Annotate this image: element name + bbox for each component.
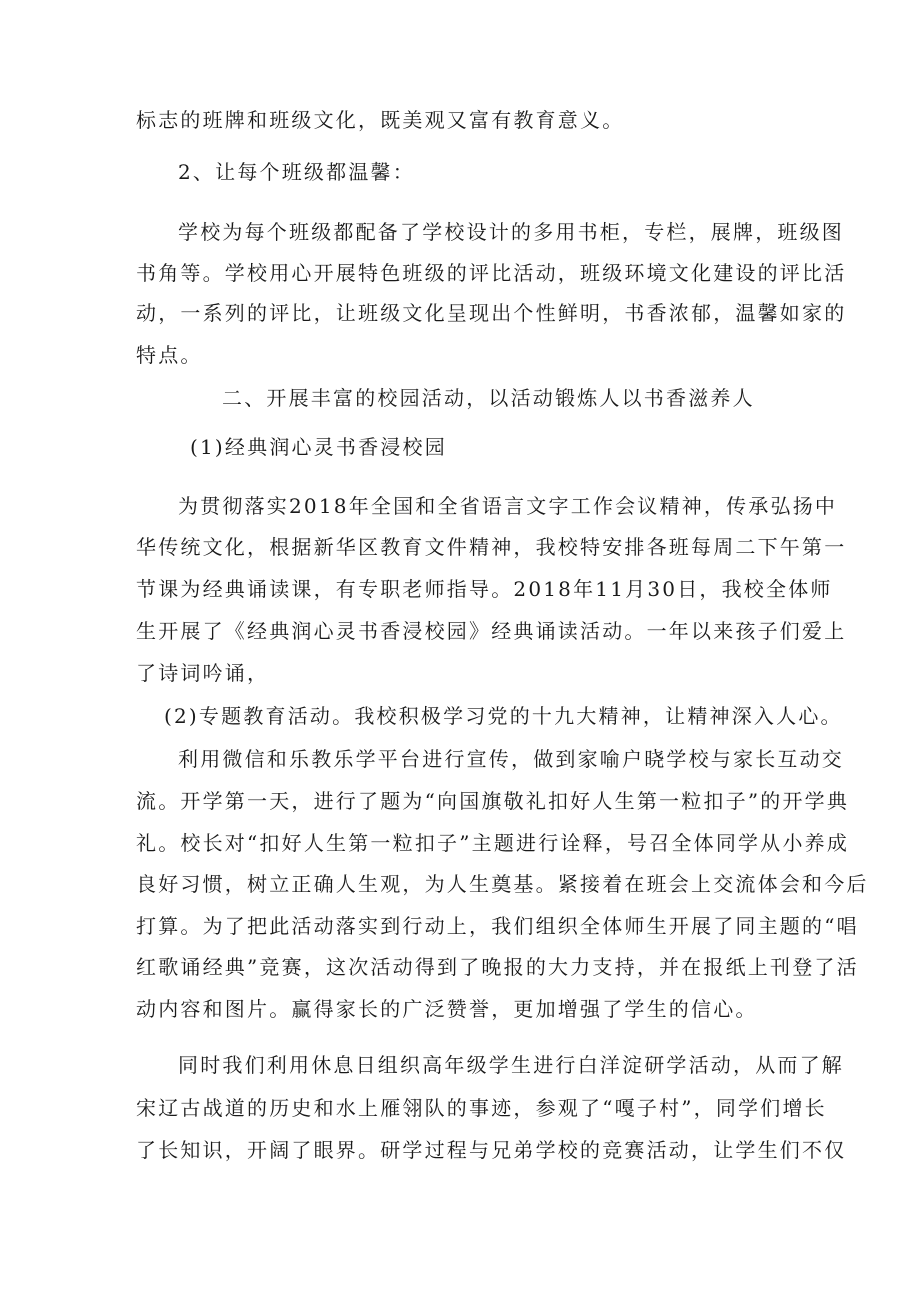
paragraph-topic-line-5: 打算。为了把此活动落实到行动上，我们组织全体师生开展了同主题的“唱 [136, 914, 859, 938]
paragraph-class-line-2: 书角等。学校用心开展特色班级的评比活动，班级环境文化建设的评比活 [136, 261, 847, 285]
paragraph-class-line-1: 学校为每个班级都配备了学校设计的多用书柜，专栏，展牌，班级图 [178, 220, 844, 244]
paragraph-topic-line-1: 利用微信和乐教乐学平台进行宣传，做到家喻户晓学校与家长互动交 [178, 747, 844, 771]
paragraph-classics-line-1: 为贯彻落实2018年全国和全省语言文字工作会议精神，传承弘扬中 [178, 494, 838, 518]
paragraph-topic-line-6: 红歌诵经典”竞赛，这次活动得到了晚报的大力支持，并在报纸上刊登了活 [136, 955, 859, 979]
paragraph-topic-line-3: 礼。校长对“扣好人生第一粒扣子”主题进行诠释，号召全体同学从小养成 [136, 831, 850, 855]
paragraph-topic-line-4: 良好习惯，树立正确人生观，为人生奠基。紧接着在班会上交流体会和今后 [136, 872, 869, 896]
paragraph-classics-line-5: 了诗词吟诵， [136, 661, 270, 685]
paragraph-intro-line-1: 标志的班牌和班级文化，既美观又富有教育意义。 [136, 108, 625, 132]
paragraph-classics-line-4: 生开展了《经典润心灵书香浸校园》经典诵读活动。一年以来孩子们爱上 [136, 619, 847, 643]
paragraph-class-line-4: 特点。 [136, 343, 203, 367]
paragraph-trip-line-2: 宋辽古战道的历史和水上雁翎队的事迹，参观了“嘎子村”，同学们增长 [136, 1096, 827, 1120]
paragraph-trip-line-1: 同时我们利用休息日组织高年级学生进行白洋淀研学活动，从而了解 [178, 1053, 844, 1077]
paragraph-classics-line-3: 节课为经典诵读课，有专职老师指导。2018年11月30日，我校全体师 [136, 577, 833, 601]
paragraph-class-line-3: 动，一系列的评比，让班级文化呈现出个性鲜明，书香浓郁，温馨如家的 [136, 301, 847, 325]
paragraph-topic-line-2: 流。开学第一天，进行了题为“向国旗敬礼扣好人生第一粒扣子”的开学典 [136, 789, 850, 813]
heading-warm-classes: 2、让每个班级都温馨： [178, 160, 415, 184]
subheading-classics: (1)经典润心灵书香浸校园 [190, 435, 447, 459]
paragraph-classics-line-2: 华传统文化，根据新华区教育文件精神，我校特安排各班每周二下午第一 [136, 535, 847, 559]
subheading-topic-education: (2)专题教育活动。我校积极学习党的十九大精神，让精神深入人心。 [164, 704, 843, 728]
section-title-campus-activities: 二、开展丰富的校园活动，以活动锻炼人以书香滋养人 [222, 386, 755, 410]
paragraph-trip-line-3: 了长知识，开阔了眼界。研学过程与兄弟学校的竞赛活动，让学生们不仅 [136, 1138, 847, 1162]
paragraph-topic-line-7: 动内容和图片。赢得家长的广泛赞誉，更加增强了学生的信心。 [136, 997, 758, 1021]
